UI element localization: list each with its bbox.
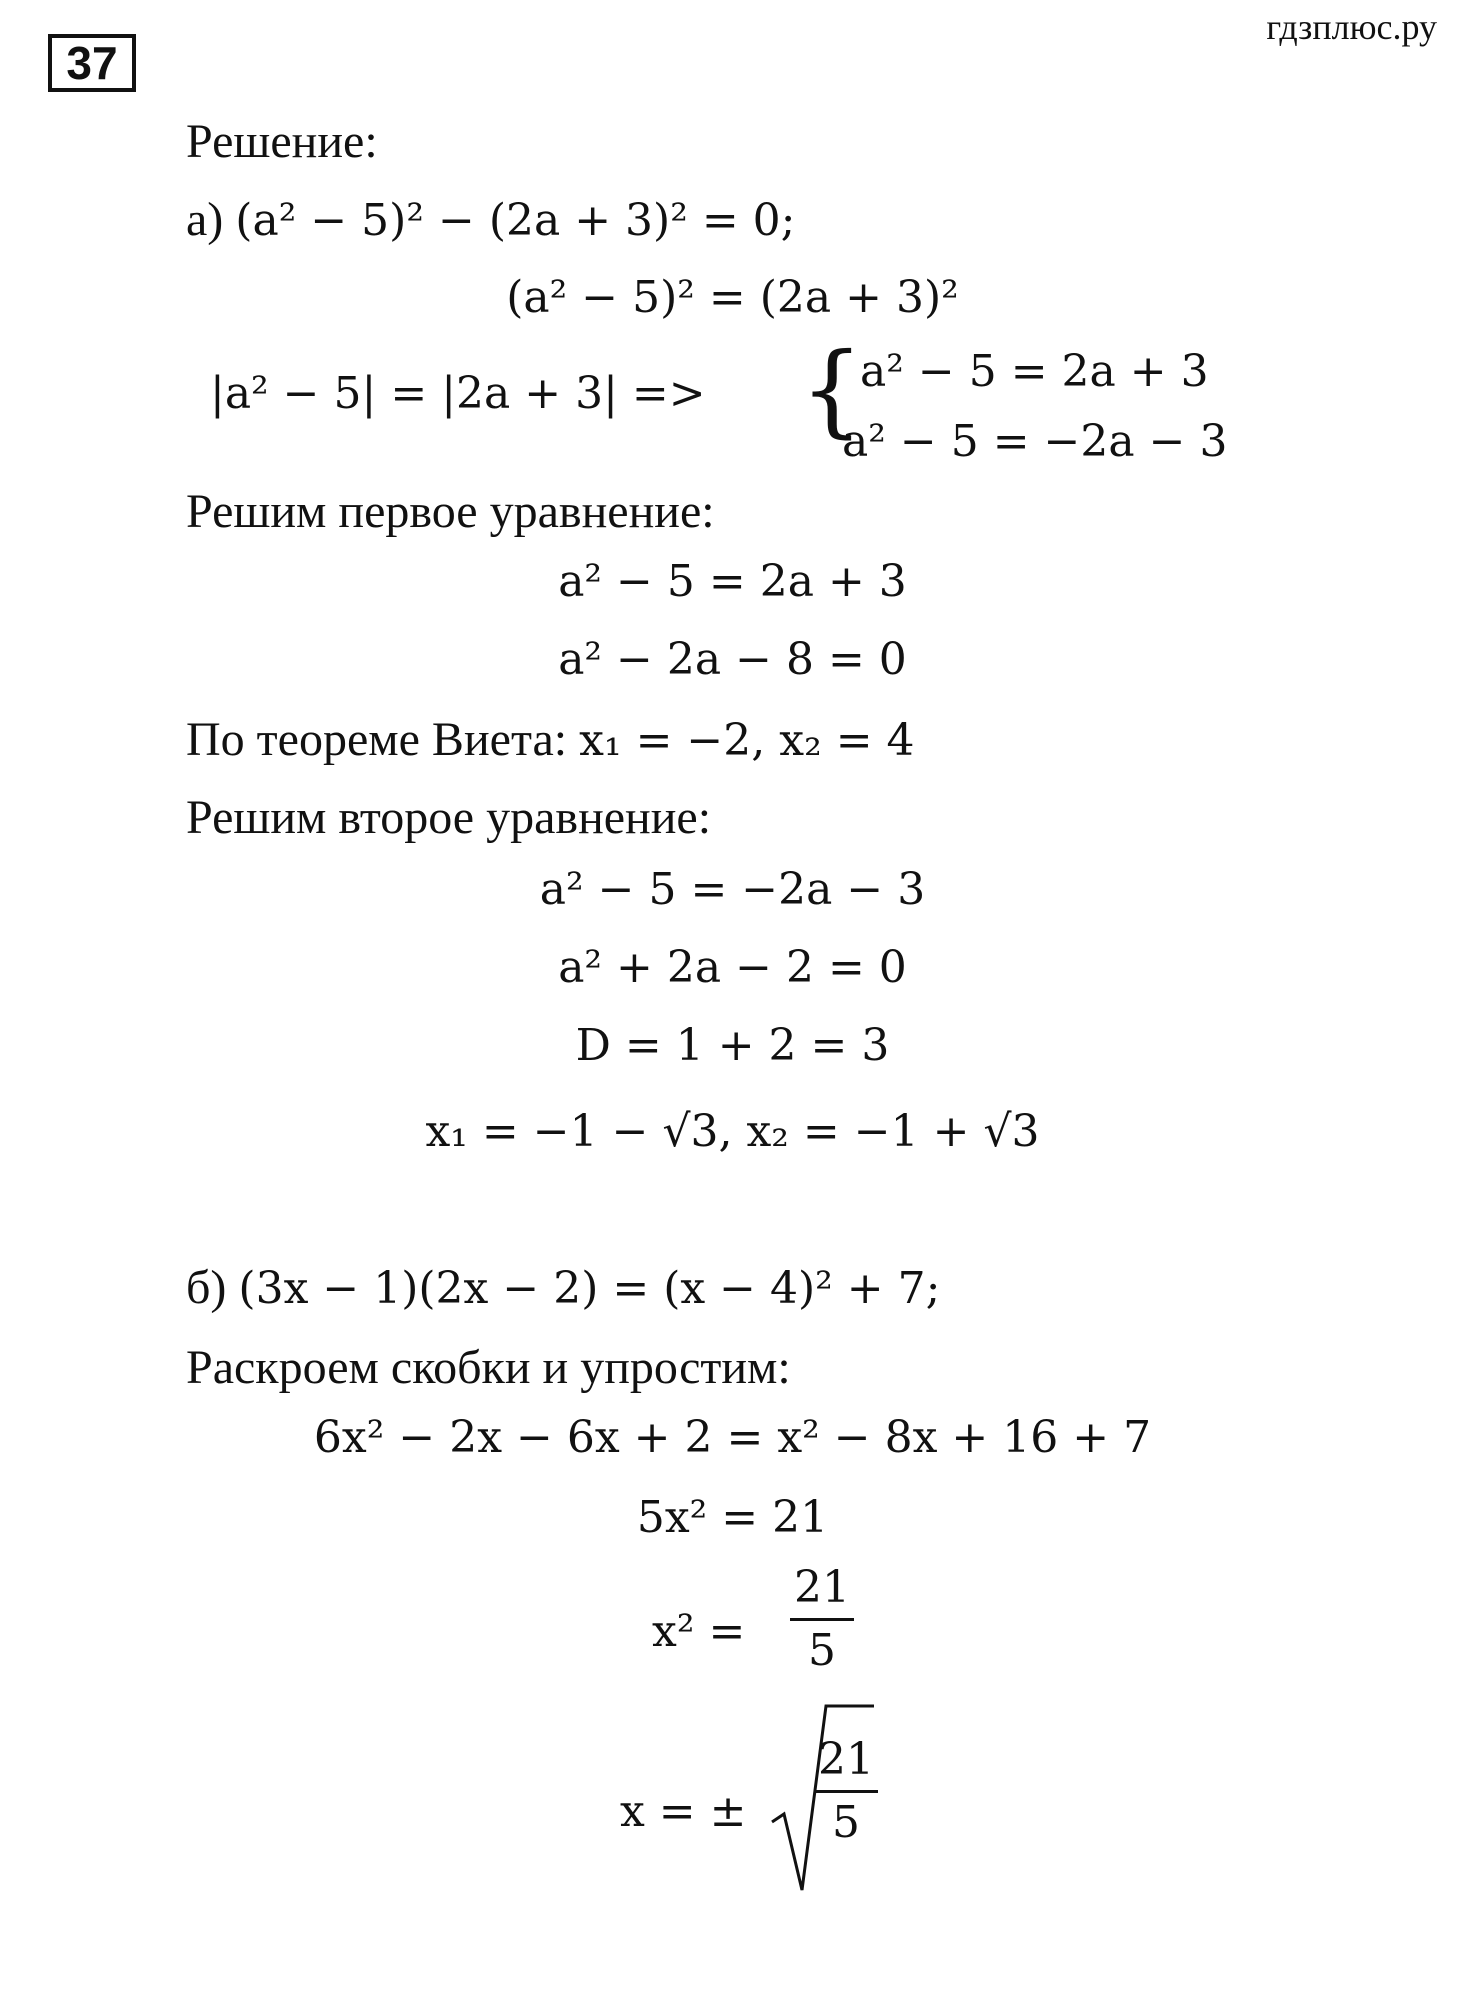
part-b-step1: 6x² − 2x − 6x + 2 = x² − 8x + 16 + 7: [313, 1412, 1152, 1463]
site-name: гдзплюс.ру: [1266, 7, 1437, 47]
part-a-abs-equation: |a² − 5| = |2a + 3| =>: [210, 368, 706, 419]
first-equation-title: Решим первое уравнение:: [186, 485, 715, 538]
system-equation-2: a² − 5 = −2a − 3: [842, 416, 1228, 467]
part-a-label: а): [186, 193, 224, 246]
solution-title: Решение:: [186, 115, 378, 168]
second-equation-2: a² + 2a − 2 = 0: [558, 942, 907, 993]
fraction-bar: [814, 1790, 878, 1793]
system-equation-1: a² − 5 = 2a + 3: [860, 346, 1209, 397]
part-a-roots: x₁ = −1 − √3, x₂ = −1 + √3: [425, 1106, 1040, 1157]
fraction-numerator: 21: [794, 1562, 850, 1613]
vieta-text: По теореме Виета:: [186, 713, 568, 766]
part-b-equation: (3x − 1)(2x − 2) = (x − 4)² + 7;: [238, 1263, 941, 1314]
fraction-denominator: 5: [832, 1797, 860, 1848]
part-b-step4-lhs: x = ±: [620, 1786, 747, 1837]
second-equation-title: Решим второе уравнение:: [186, 791, 712, 844]
system-brace: {: [800, 331, 864, 448]
part-b-step4-fraction: [814, 1734, 878, 1848]
second-equation-1: a² − 5 = −2a − 3: [539, 864, 926, 915]
problem-number: 37: [48, 34, 136, 92]
part-b-step2: 5x² = 21: [636, 1492, 829, 1543]
first-equation-1: a² − 5 = 2a + 3: [558, 556, 907, 607]
fraction-denominator: 5: [808, 1625, 836, 1676]
part-a-step1: (a² − 5)² = (2a + 3)²: [506, 272, 959, 323]
part-b-step3-lhs: x² =: [652, 1606, 746, 1657]
expand-title: Раскроем скобки и упростим:: [186, 1341, 791, 1394]
part-a-equation: (a² − 5)² − (2a + 3)² = 0;: [235, 195, 796, 246]
first-equation-2: a² − 2a − 8 = 0: [558, 634, 907, 685]
discriminant: D = 1 + 2 = 3: [575, 1020, 890, 1071]
fraction-numerator: 21: [818, 1734, 874, 1785]
part-b-label: б): [186, 1261, 227, 1314]
vieta-roots: x₁ = −2, x₂ = 4: [579, 715, 915, 766]
